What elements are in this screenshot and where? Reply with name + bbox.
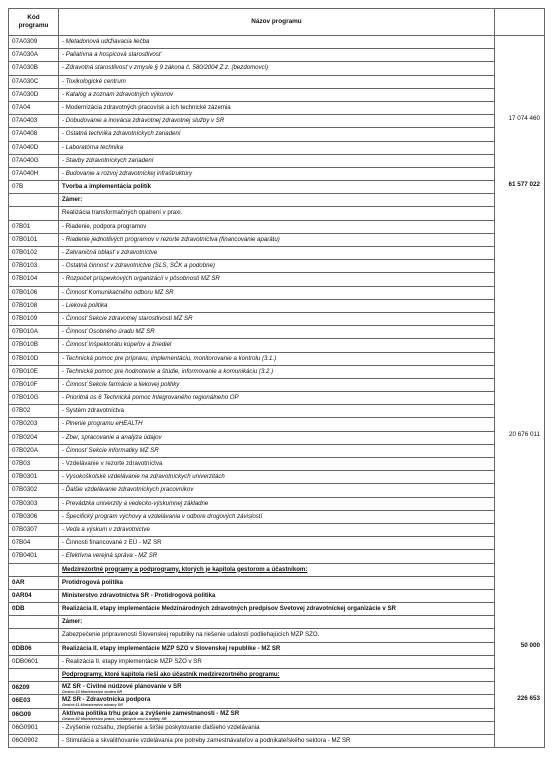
table-body <box>9 36 545 748</box>
program-name-cell <box>59 247 495 260</box>
table-row <box>9 682 545 695</box>
program-name: - Vysokoškolské vzdelávanie na zdravotníckych univerzitách <box>62 473 225 481</box>
program-amount <box>495 128 545 141</box>
program-code <box>9 207 59 220</box>
table-row <box>9 642 545 655</box>
program-code: 0DB06 <box>9 642 59 655</box>
program-amount <box>495 708 545 721</box>
table-row <box>9 392 545 405</box>
program-code: 07B <box>9 181 59 194</box>
program-name-cell <box>59 392 495 405</box>
program-amount <box>495 721 545 734</box>
program-name: - Činnosti financované z EÚ - MZ SR <box>62 539 162 547</box>
program-name: Realizácia II. etapy implementácie MZP SZO v Slovenskej republike - MZ SR <box>62 644 281 652</box>
program-name: - Činnosť Sekcie farmácie a liekovej politiky <box>62 380 180 388</box>
program-name: - Zahraničná oblasť v zdravotníctve <box>62 249 158 256</box>
table-row <box>9 299 545 312</box>
table-row <box>9 655 545 668</box>
program-amount <box>495 603 545 616</box>
program-name: - Zdravotná starostlivosť v zmysle § 9 zákona č. 580/2004 Z.z. (bezdomovci) <box>62 64 269 72</box>
program-name-cell <box>59 365 495 378</box>
header-code: Kód programu <box>9 9 59 36</box>
program-name-cell <box>59 563 495 576</box>
table-row <box>9 194 545 207</box>
program-amount <box>495 247 545 260</box>
program-code: 07A0408 <box>9 128 59 141</box>
table-row <box>9 220 545 233</box>
program-name-cell <box>59 655 495 668</box>
program-amount <box>495 392 545 405</box>
program-code: 07B0307 <box>9 523 59 536</box>
table-row <box>9 36 545 49</box>
program-name-cell <box>59 326 495 339</box>
program-amount <box>495 537 545 550</box>
program-code: 07A04 <box>9 101 59 114</box>
program-name-cell <box>59 616 495 629</box>
program-name: - Dobudovanie a inovácia zdravotnej zdravotnej služby v SR <box>62 117 225 125</box>
program-code <box>9 563 59 576</box>
table-row <box>9 88 545 101</box>
table-row <box>9 273 545 286</box>
program-name: - Stimulácia a skvalitňovanie vzdelávania pre potreby zamestnávateľov a podnikateľského sektora - MZ SR <box>62 736 351 744</box>
program-name-cell <box>59 537 495 550</box>
program-code <box>9 194 59 207</box>
table-row <box>9 721 545 734</box>
program-amount: 226 653 <box>495 695 545 708</box>
program-name: Zabezpečenie pripravenosti Slovenskej republiky na riešenie udalostí podliehajúcich MZP SZO. <box>62 631 320 639</box>
program-name-cell <box>59 484 495 497</box>
program-name-cell <box>59 708 495 721</box>
program-amount <box>495 734 545 747</box>
program-amount <box>495 589 545 602</box>
program-name: - Realizácia II. etapy implementácie MZP SZO v SR <box>62 657 202 665</box>
program-name: - Činnosť Sekcie informatiky MZ SR <box>62 446 159 454</box>
table-row <box>9 537 545 550</box>
program-name-cell <box>59 458 495 471</box>
program-name: - Prioritná os 6 Technická pomoc Integrovaného regionálneho OP <box>62 394 239 402</box>
table-row <box>9 339 545 352</box>
table-row <box>9 115 545 128</box>
table-row <box>9 471 545 484</box>
program-amount <box>495 550 545 563</box>
program-name: - Činnosť Komunikačného odboru MZ SR <box>62 288 174 296</box>
program-name-cell <box>59 603 495 616</box>
program-name-cell <box>59 695 495 708</box>
program-code: 07A0309 <box>9 36 59 49</box>
program-name-cell <box>59 418 495 431</box>
program-code: 07B0306 <box>9 510 59 523</box>
program-code: 07B0401 <box>9 550 59 563</box>
program-name-cell <box>59 220 495 233</box>
program-name-cell <box>59 299 495 312</box>
program-amount <box>495 352 545 365</box>
program-code: 0DB <box>9 603 59 616</box>
program-amount <box>495 471 545 484</box>
program-name-cell <box>59 629 495 642</box>
table-header-row <box>9 9 545 36</box>
program-code: 07A040H <box>9 167 59 180</box>
program-code: 07B04 <box>9 537 59 550</box>
program-code: 07A0403 <box>9 115 59 128</box>
program-amount <box>495 629 545 642</box>
program-name: MZ SR - Civilné núdzové plánovanie v SR <box>62 683 182 691</box>
program-code: 07B0203 <box>9 418 59 431</box>
program-name: - Budovanie a rozvoj zdravotníckej infraštruktúry <box>62 169 193 177</box>
program-code: 07B0109 <box>9 312 59 325</box>
program-name-cell <box>59 128 495 141</box>
program-amount: 61 577 022 <box>495 181 545 194</box>
program-amount <box>495 207 545 220</box>
program-name: Zámer: <box>62 196 83 204</box>
table-row <box>9 365 545 378</box>
program-name: - Systém zdravotníctva <box>62 407 124 415</box>
program-name: - Špecifický program výchovy a vzdelávania v odbore drogových závislostí <box>62 512 263 520</box>
program-amount <box>495 260 545 273</box>
program-code: 07B0301 <box>9 471 59 484</box>
table-row <box>9 576 545 589</box>
program-code: 07B010F <box>9 378 59 391</box>
program-amount <box>495 194 545 207</box>
program-name: - Technická pomoc pre hodnotenie a štúdie, informovanie a komunikáciu (3.2.) <box>62 367 274 375</box>
gestor-note: Gestor:11 Ministerstvo obrany SR <box>62 703 123 708</box>
program-code: 07B01 <box>9 220 59 233</box>
program-code: 07B0103 <box>9 260 59 273</box>
program-name-cell <box>59 576 495 589</box>
gestor-note: Gestor:13 Ministerstvo vnútra SR <box>62 690 123 695</box>
program-code: 0DB0601 <box>9 655 59 668</box>
program-name: - Ďalšie vzdelávanie zdravotníckych pracovníkov <box>62 486 194 494</box>
program-amount <box>495 339 545 352</box>
table-row <box>9 260 545 273</box>
program-name: - Činnosť Osobného úradu MZ SR <box>62 328 155 336</box>
program-code: 07B010E <box>9 365 59 378</box>
table-row <box>9 286 545 299</box>
table-row <box>9 154 545 167</box>
program-name: - Stavby zdravotníckych zariadení <box>62 156 154 164</box>
program-name-cell <box>59 181 495 194</box>
table-row <box>9 62 545 75</box>
table-row <box>9 167 545 180</box>
gestor-note: Gestor:32 Ministerstvo práce, sociálnych vecí a rodiny SR <box>62 716 167 721</box>
program-name: - Riadenie jednotlivých programov v rezorte zdravotníctva (financovanie aparátu) <box>62 235 280 243</box>
program-name: - Zvýšenie rozsahu, zlepšenie a širšie poskytovanie ďalšieho vzdelávania <box>62 723 260 731</box>
program-name-cell <box>59 523 495 536</box>
program-name-cell <box>59 497 495 510</box>
program-amount <box>495 299 545 312</box>
program-name: Medzirezortné programy a podprogramy, ktorých je kapitola gestorom a účastníkom: <box>62 565 308 573</box>
program-amount <box>495 233 545 246</box>
program-name: Realizácia transformačných opatrení v praxi. <box>62 209 183 217</box>
program-name: - Činnosť Sekcie zdravotnej starostlivosti MZ SR <box>62 314 193 322</box>
program-amount <box>495 484 545 497</box>
program-amount <box>495 669 545 682</box>
table-row <box>9 458 545 471</box>
program-amount <box>495 36 545 49</box>
table-row <box>9 207 545 220</box>
program-name-cell <box>59 167 495 180</box>
table-row <box>9 431 545 444</box>
program-name-cell <box>59 62 495 75</box>
program-name-cell <box>59 286 495 299</box>
program-amount <box>495 682 545 695</box>
table-row <box>9 616 545 629</box>
program-amount <box>495 326 545 339</box>
program-name-cell <box>59 88 495 101</box>
table-row <box>9 497 545 510</box>
program-code: 07B0106 <box>9 286 59 299</box>
table-row <box>9 233 545 246</box>
program-name: Tvorba a implementácia politík <box>62 183 152 191</box>
program-name-cell <box>59 141 495 154</box>
program-name: - Prevádzka univerzity a vedecko-výskumnej základne <box>62 499 209 507</box>
program-name: Aktívna politika trhu práce a zvýšenie zamestnanosti - MZ SR <box>62 709 240 717</box>
program-name: - Metadonová udržiavacia liečba <box>62 38 150 45</box>
program-name: - Laboratórna technika <box>62 143 123 151</box>
program-name-cell <box>59 734 495 747</box>
program-name: Podprogramy, ktoré kapitola rieši ako účastník medzirezortného programu: <box>62 671 280 678</box>
program-amount <box>495 576 545 589</box>
program-name: - Lieková politika <box>62 301 108 309</box>
program-code: 07B010G <box>9 392 59 405</box>
table-row <box>9 49 545 62</box>
program-code: 07B0303 <box>9 497 59 510</box>
program-name-cell <box>59 431 495 444</box>
program-amount <box>495 141 545 154</box>
program-name: - Vzdelávanie v rezorte zdravotníctva <box>62 460 163 467</box>
program-code <box>9 616 59 629</box>
program-name-cell <box>59 207 495 220</box>
program-code: 07A030D <box>9 88 59 101</box>
program-code: 07A030C <box>9 75 59 88</box>
program-name: - Veda a výskum v zdravotníctve <box>62 525 150 533</box>
program-amount <box>495 365 545 378</box>
program-code: 07B010A <box>9 326 59 339</box>
program-name-cell <box>59 405 495 418</box>
program-code: 07B0102 <box>9 247 59 260</box>
program-table <box>8 8 545 748</box>
program-name-cell <box>59 721 495 734</box>
program-name-cell <box>59 642 495 655</box>
table-row <box>9 589 545 602</box>
table-row <box>9 563 545 576</box>
program-amount <box>495 655 545 668</box>
program-name-cell <box>59 669 495 682</box>
program-name-cell <box>59 154 495 167</box>
program-code: 07A040D <box>9 141 59 154</box>
program-amount <box>495 510 545 523</box>
program-code <box>9 629 59 642</box>
program-name-cell <box>59 233 495 246</box>
program-amount: 20 676 011 <box>495 431 545 444</box>
program-amount <box>495 220 545 233</box>
program-code: 07A040G <box>9 154 59 167</box>
table-row <box>9 523 545 536</box>
table-row <box>9 312 545 325</box>
program-amount <box>495 154 545 167</box>
program-code: 06G0902 <box>9 734 59 747</box>
program-code: 0AR04 <box>9 589 59 602</box>
table-row <box>9 101 545 114</box>
program-amount <box>495 62 545 75</box>
program-amount <box>495 444 545 457</box>
header-name: Názov programu <box>59 9 495 36</box>
program-name-cell <box>59 101 495 114</box>
table-row <box>9 550 545 563</box>
program-code: 07B0108 <box>9 299 59 312</box>
table-row <box>9 695 545 708</box>
table-row <box>9 352 545 365</box>
program-amount <box>495 458 545 471</box>
program-name: - Činnosť Inšpektorátu kúpeľov a žriediel <box>62 341 172 349</box>
program-code: 07B03 <box>9 458 59 471</box>
program-name-cell <box>59 273 495 286</box>
program-amount <box>495 378 545 391</box>
table-row <box>9 181 545 194</box>
program-name-cell <box>59 682 495 695</box>
program-code: 06G09 <box>9 708 59 721</box>
program-code <box>9 669 59 682</box>
program-amount <box>495 101 545 114</box>
table-row <box>9 75 545 88</box>
table-row <box>9 247 545 260</box>
program-code: 07A030A <box>9 49 59 62</box>
program-name-cell <box>59 36 495 49</box>
program-code: 0AR <box>9 576 59 589</box>
program-name-cell <box>59 260 495 273</box>
table-row <box>9 418 545 431</box>
program-name: - Rozpočet príspevkových organizácií v pôsobnosti MZ SR <box>62 275 220 283</box>
program-name-cell <box>59 510 495 523</box>
table-row <box>9 669 545 682</box>
program-amount <box>495 418 545 431</box>
program-name-cell <box>59 49 495 62</box>
program-name-cell <box>59 339 495 352</box>
program-amount <box>495 286 545 299</box>
program-name: Realizácia II. etapy implementácie Medzinárodných zdravotných predpisov Svetovej zdravotníckej organizácie v SR <box>62 605 396 613</box>
table-row <box>9 141 545 154</box>
table-row <box>9 734 545 747</box>
program-code: 07B020A <box>9 444 59 457</box>
program-amount <box>495 167 545 180</box>
program-name: - Riadenie, podpora programov <box>62 222 147 230</box>
program-amount: 50 000 <box>495 642 545 655</box>
program-code: 07B0302 <box>9 484 59 497</box>
program-name: - Paliatívna a hospicová starostlivosť <box>62 51 162 59</box>
program-name: - Ostatná technika zdravotníckych zariadení <box>62 130 181 138</box>
program-name-cell <box>59 352 495 365</box>
table-row <box>9 708 545 721</box>
program-name-cell <box>59 115 495 128</box>
program-name: - Ostatná činnosť v zdravotníctve (SLS, SČK a podobne) <box>62 262 215 270</box>
program-amount <box>495 616 545 629</box>
program-name-cell <box>59 589 495 602</box>
program-code: 06E03 <box>9 695 59 708</box>
program-code: 07B02 <box>9 405 59 418</box>
program-name-cell <box>59 194 495 207</box>
program-name: Ministerstvo zdravotníctva SR - Protidrogová politika <box>62 591 216 599</box>
program-table-page <box>8 8 544 748</box>
program-amount <box>495 75 545 88</box>
table-row <box>9 603 545 616</box>
table-row <box>9 378 545 391</box>
program-amount <box>495 88 545 101</box>
program-name: - Plnenie programu eHEALTH <box>62 420 143 428</box>
program-code: 07B0101 <box>9 233 59 246</box>
program-name-cell <box>59 444 495 457</box>
program-name: Zámer: <box>62 618 83 626</box>
program-code: 06209 <box>9 682 59 695</box>
program-amount <box>495 497 545 510</box>
program-amount <box>495 563 545 576</box>
program-code: 07B010D <box>9 352 59 365</box>
program-name: - Efektívna verejná správa - MZ SR <box>62 552 158 560</box>
program-code: 07B010B <box>9 339 59 352</box>
program-name: MZ SR - Zdravotnícka podpora <box>62 696 151 704</box>
program-code: 07B0104 <box>9 273 59 286</box>
program-code: 07B0204 <box>9 431 59 444</box>
table-row <box>9 444 545 457</box>
program-name: - Katalóg a zoznam zdravotných výkonov <box>62 90 174 98</box>
program-amount <box>495 405 545 418</box>
program-amount <box>495 273 545 286</box>
program-name: - Modernizácia zdravotných pracovísk a ich technické zázemia <box>62 103 231 111</box>
program-name: Protidrogová politika <box>62 578 123 586</box>
table-row <box>9 326 545 339</box>
program-name-cell <box>59 471 495 484</box>
program-name-cell <box>59 75 495 88</box>
table-row <box>9 405 545 418</box>
program-name: - Technická pomoc pre prípravu, implementáciu, monitorovanie a kontrolu (3.1.) <box>62 354 277 362</box>
program-name: - Toxikologické centrum <box>62 77 126 85</box>
table-row <box>9 510 545 523</box>
program-name-cell <box>59 312 495 325</box>
program-amount <box>495 49 545 62</box>
program-name-cell <box>59 550 495 563</box>
table-row <box>9 629 545 642</box>
program-code: 06G0901 <box>9 721 59 734</box>
table-row <box>9 128 545 141</box>
program-name-cell <box>59 378 495 391</box>
program-name: - Zber, spracovanie a analýza údajov <box>62 433 162 441</box>
program-amount <box>495 523 545 536</box>
program-amount: 17 074 460 <box>495 115 545 128</box>
program-amount <box>495 312 545 325</box>
table-row <box>9 484 545 497</box>
program-code: 07A030B <box>9 62 59 75</box>
header-amount <box>495 9 545 36</box>
